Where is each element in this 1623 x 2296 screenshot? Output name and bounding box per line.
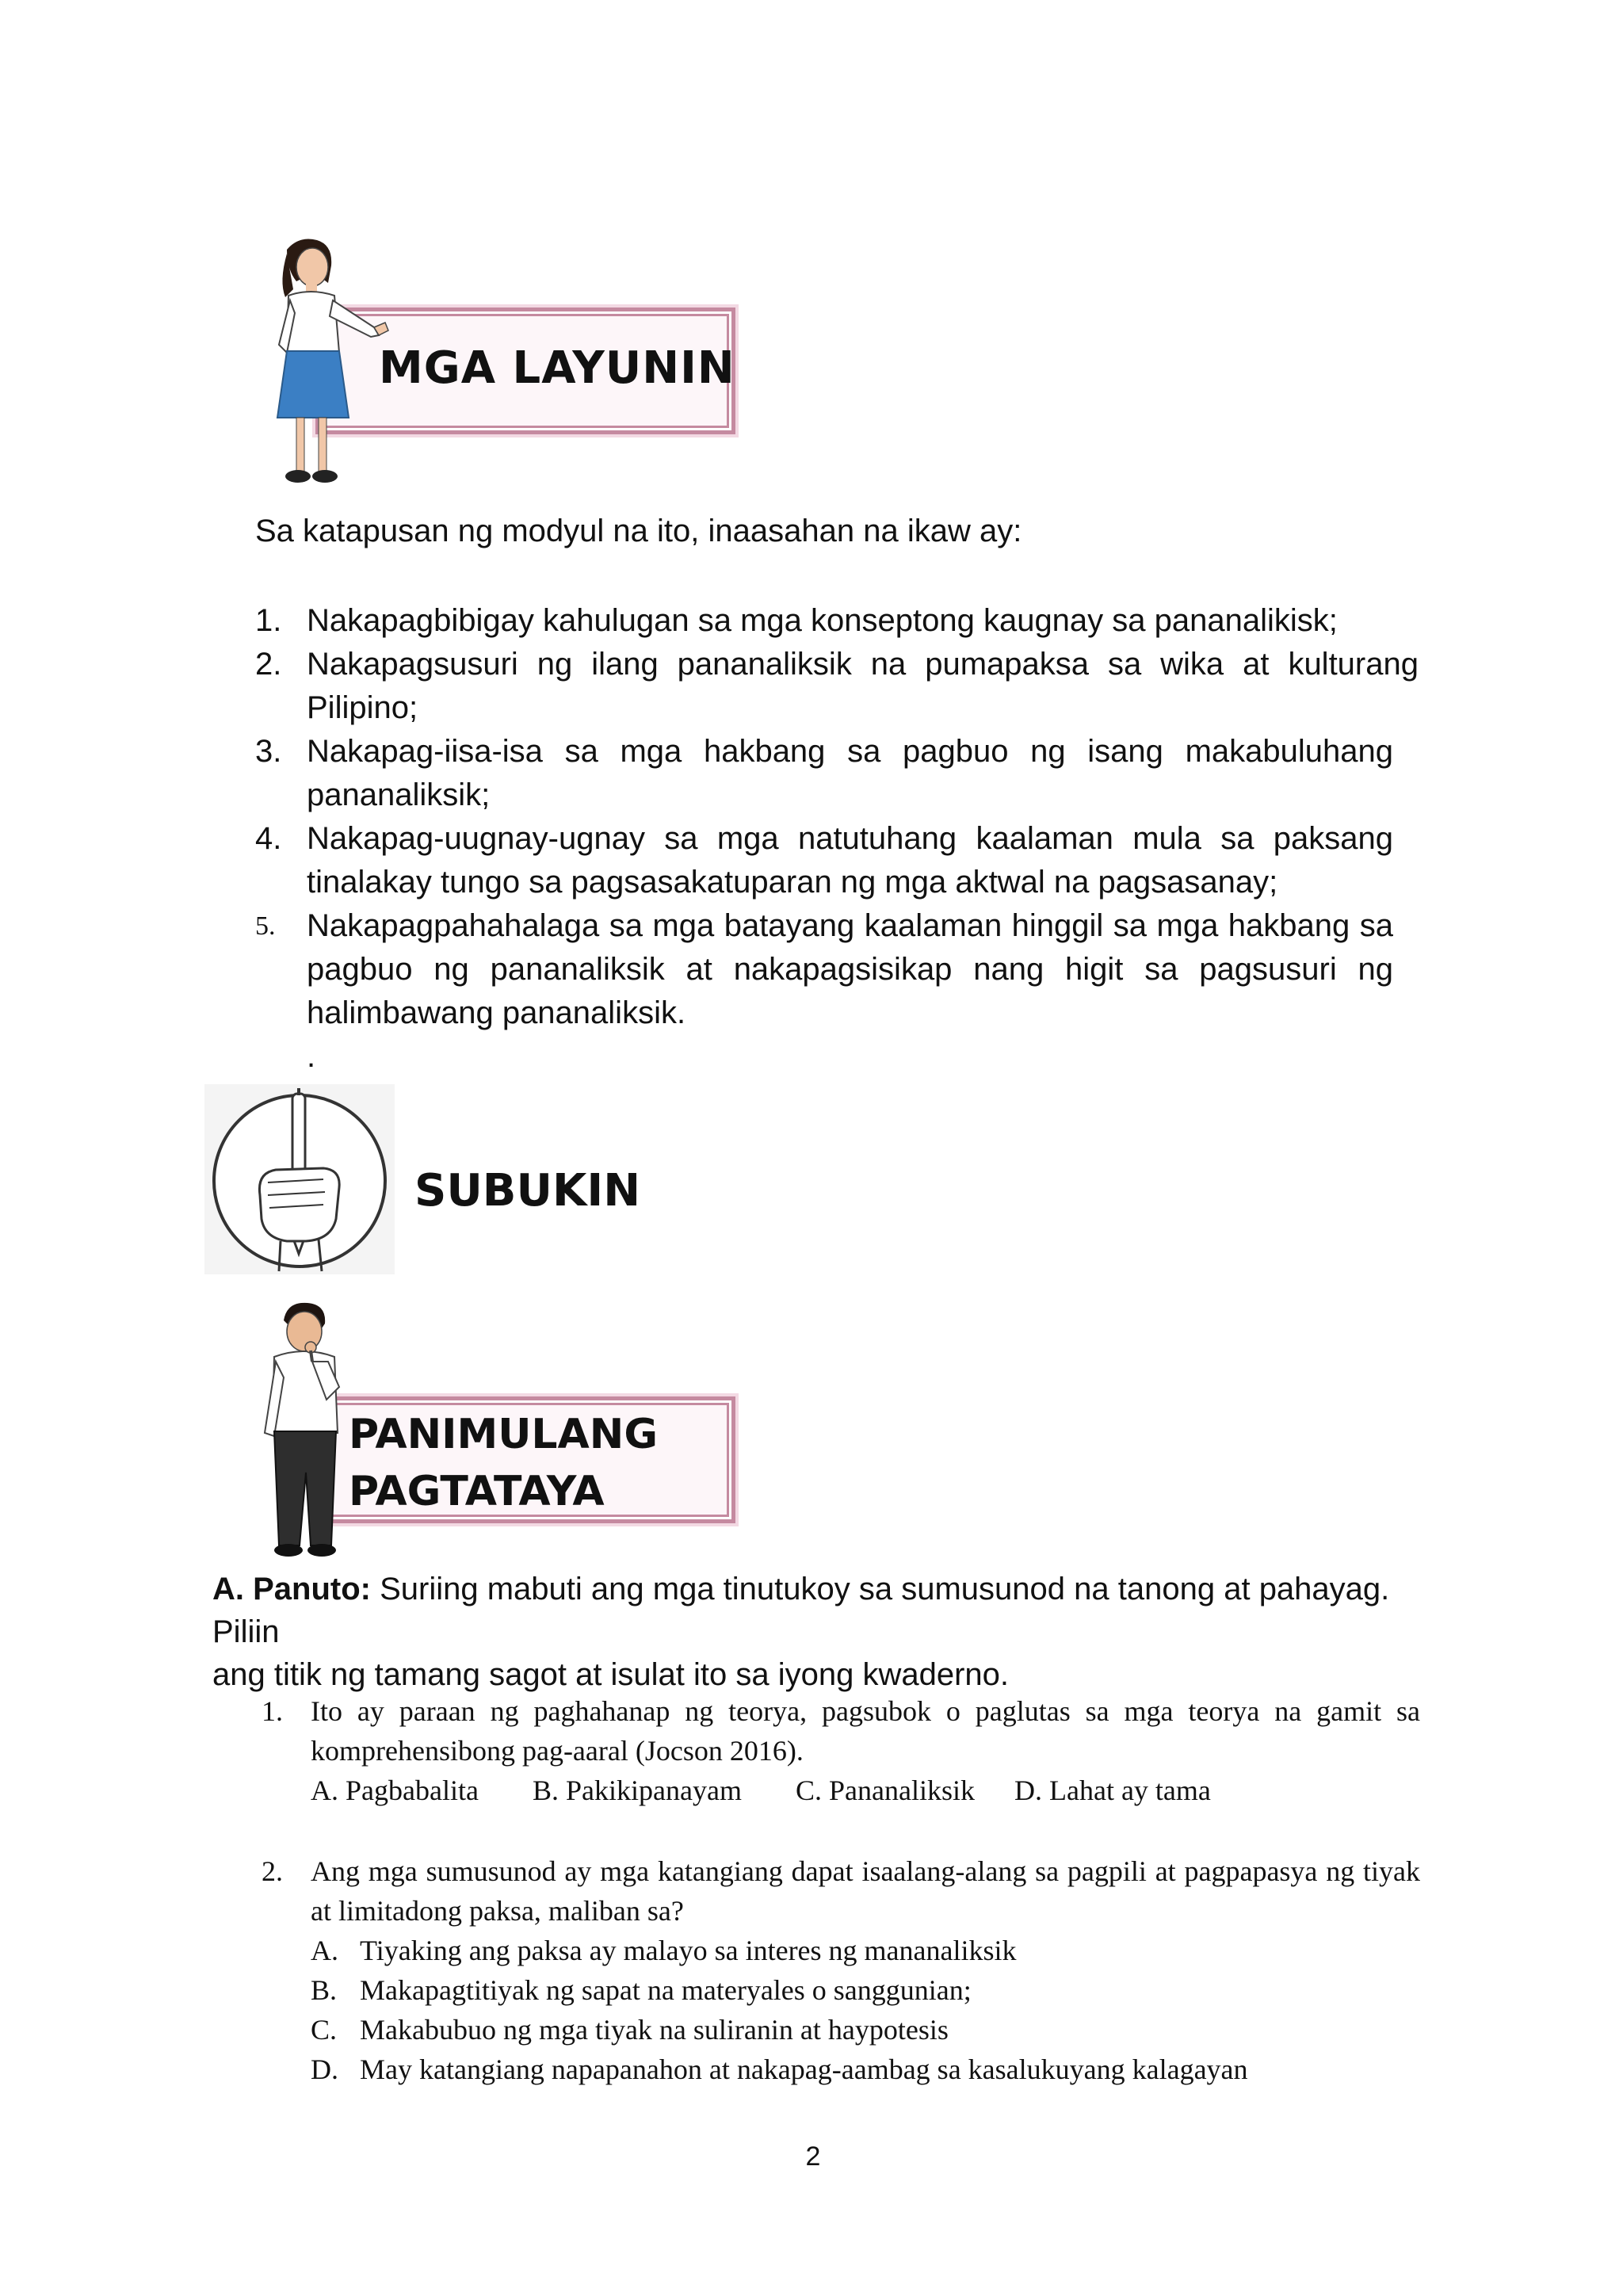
objective-number: 1.	[255, 603, 282, 638]
objective-text: Nakapag-uugnay-ugnay sa mga natutuhang kaalaman mula sa paksang tinalakay tungo sa pagsasakatuparan ng mga aktwal na pagsasanay;	[307, 821, 1393, 900]
objective-number: 2.	[255, 647, 282, 682]
question-text: Ang mga sumusunod ay mga katangiang dapat isaalang-alang sa pagpili at pagpapasya ng tiyak at limitadong paksa, maliban sa?	[311, 1855, 1420, 1927]
question-text: Ito ay paraan ng paghahanap ng teorya, pagsubok o paglutas sa mga teorya na gamit sa komprehensibong pag-aaral (Jocson 2016).	[311, 1695, 1420, 1767]
objective-text: Nakapagpahahalaga sa mga batayang kaalaman hinggil sa mga hakbang sa pagbuo ng pananaliksik at nakapagsisikap nang higit sa pagsusuri ng halimbawang pananaliksik.	[307, 908, 1393, 1030]
objective-number: 3.	[255, 734, 282, 769]
panuto-text-continued: ang titik ng tamang sagot at isulat ito sa iyong kwaderno.	[212, 1657, 1010, 1692]
objectives-list	[255, 599, 1419, 1079]
layunin-intro: Sa katapusan ng modyul na ito, inaasahan na ikaw ay:	[255, 514, 1022, 548]
choice-text: May katangiang napapanahon at nakapag-aambag sa kasalukuyang kalagayan	[360, 2053, 1248, 2085]
objective-item	[255, 904, 1419, 1035]
choice-c: C. Pananaliksik	[796, 1775, 975, 1806]
choice-letter: D.	[311, 2053, 338, 2085]
choice-item	[262, 1970, 1420, 2010]
choice-letter: C.	[311, 2014, 338, 2046]
choice-item	[262, 1931, 1420, 1970]
objective-item	[255, 817, 1419, 904]
choice-item	[262, 2050, 1420, 2089]
layunin-title: MGA LAYUNIN	[379, 342, 735, 394]
choice-d: D. Lahat ay tama	[1014, 1775, 1211, 1806]
choice-text: Makapagtitiyak ng sapat na materyales o sanggunian;	[360, 1974, 972, 2006]
objective-text: Nakapagbibigay kahulugan sa mga konseptong kaugnay sa pananalikisk;	[307, 603, 1338, 638]
choice-text: Makabubuo ng mga tiyak na suliranin at haypotesis	[360, 2014, 949, 2046]
objective-item	[255, 643, 1419, 730]
choice-item	[262, 2010, 1420, 2050]
choice-letter: B.	[311, 1974, 338, 2006]
panimula-title-line1: PANIMULANG	[349, 1411, 658, 1458]
objective-text: Nakapag-iisa-isa sa mga hakbang sa pagbuo ng isang makabuluhang pananaliksik;	[307, 734, 1393, 812]
question-2	[262, 1851, 1420, 2089]
objective-item	[255, 599, 1419, 643]
choices-inline	[311, 1771, 1211, 1810]
question-number: 2.	[262, 1855, 283, 1887]
subukin-title: SUBUKIN	[414, 1165, 641, 1217]
choice-letter: A.	[311, 1935, 338, 1966]
choice-text: Tiyaking ang paksa ay malayo sa interes ng mananaliksik	[360, 1935, 1017, 1966]
panuto-text: Suriing mabuti ang mga tinutukoy sa sumusunod na tanong at pahayag. Piliin	[212, 1572, 1390, 1649]
objective-item	[255, 730, 1419, 817]
panuto-paragraph	[212, 1568, 1420, 1696]
objective-text: Nakapagsusuri ng ilang pananaliksik na pumapaksa sa wika at kulturang Pilipino;	[307, 647, 1419, 725]
hand-holding-pen-icon	[204, 1084, 395, 1274]
question-1	[262, 1691, 1420, 1810]
choice-b: B. Pakikipanayam	[533, 1775, 742, 1806]
page-number: 2	[805, 2141, 821, 2172]
objective-trailing-dot: .	[307, 1039, 316, 1074]
question-number: 1.	[262, 1695, 283, 1727]
panuto-label: A. Panuto:	[212, 1572, 371, 1606]
choice-a: A. Pagbabalita	[311, 1775, 479, 1806]
objective-number: 4.	[255, 821, 282, 856]
objective-number: 5.	[255, 911, 276, 941]
panimula-title-line2: PAGTATAYA	[349, 1468, 605, 1515]
girl-student-pointing-icon	[255, 234, 390, 495]
boy-student-thinking-icon	[255, 1298, 358, 1560]
